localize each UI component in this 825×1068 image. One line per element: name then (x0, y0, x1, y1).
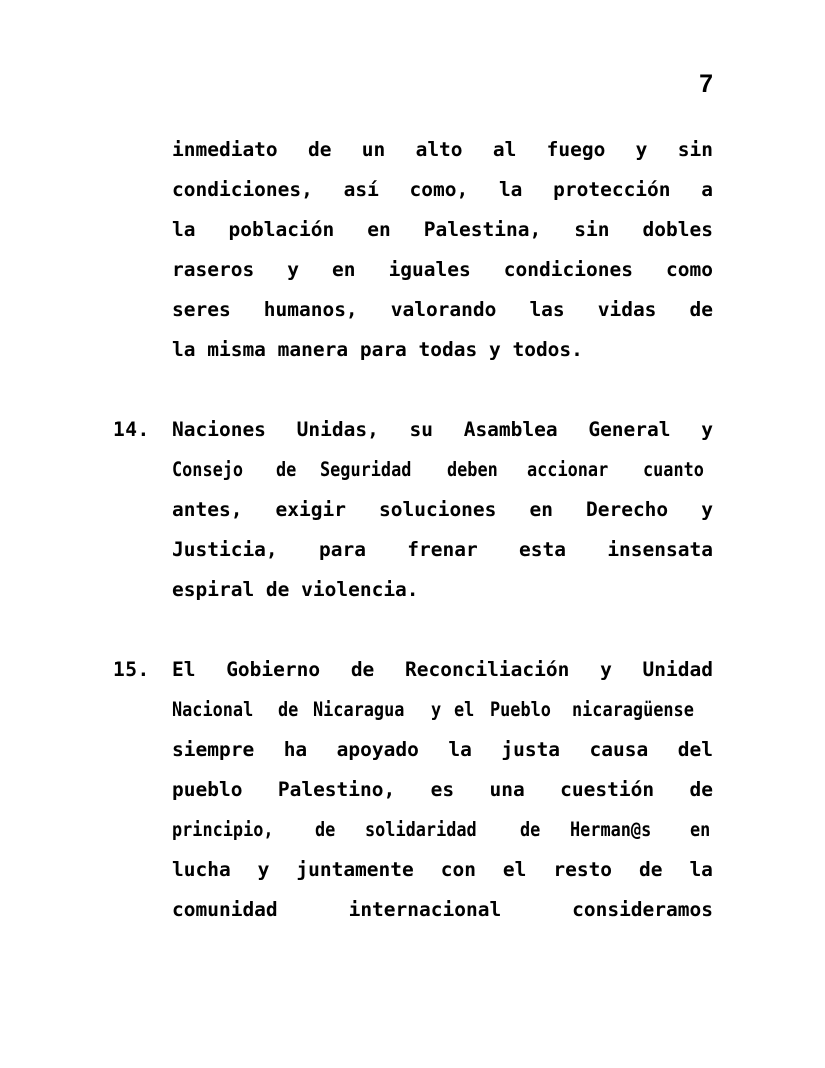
word: esta (519, 538, 566, 561)
word: iguales (388, 258, 471, 281)
word: comunidad (172, 898, 278, 921)
word: Asamblea (463, 418, 558, 441)
word: consideramos (572, 898, 713, 921)
word: de (689, 298, 713, 321)
word: ha (283, 738, 308, 761)
word: sin (677, 138, 713, 161)
word: Herman@s (569, 818, 651, 841)
text-line: la misma manera para todas y todos. (172, 338, 583, 361)
word: fuego (546, 138, 606, 161)
text-line (172, 730, 713, 770)
word: vidas (597, 298, 657, 321)
word: y (430, 698, 441, 721)
word: raseros (172, 258, 255, 281)
word: la (172, 218, 196, 241)
word: la (689, 858, 713, 881)
word: justa (501, 738, 561, 761)
word: de (520, 818, 541, 841)
word: y (257, 858, 270, 881)
word: es (430, 778, 455, 801)
word: un (361, 138, 386, 161)
paragraph-number: 14. (113, 418, 150, 441)
word: para (318, 538, 366, 561)
word: condiciones (503, 258, 633, 281)
word: accionar (527, 458, 609, 481)
paragraph-text (172, 410, 713, 610)
word: Palestina, (423, 218, 542, 241)
text-line (172, 850, 713, 890)
word: antes, (172, 498, 243, 521)
text-line (172, 770, 713, 810)
word: condiciones, (172, 178, 313, 201)
word: en (529, 498, 553, 521)
paragraph-text (172, 650, 713, 930)
word: la (498, 178, 523, 201)
word: dobles (642, 218, 713, 241)
word: del (677, 738, 713, 761)
word: en (367, 218, 391, 241)
word: pueblo (172, 778, 243, 801)
word: de (689, 778, 713, 801)
word: insensata (607, 538, 713, 561)
word: y (600, 658, 612, 681)
text-line (172, 690, 713, 730)
word: humanos, (263, 298, 358, 321)
word: Naciones (172, 418, 266, 441)
word: Gobierno (226, 658, 321, 681)
word: Unidad (642, 658, 713, 681)
word: solidaridad (364, 818, 477, 841)
word: apoyado (336, 738, 419, 761)
text-line (172, 170, 713, 210)
word: internacional (348, 898, 502, 921)
word: de (639, 858, 663, 881)
word: valorando (390, 298, 497, 321)
text-line (172, 290, 713, 330)
text-line (172, 530, 713, 570)
word: al (492, 138, 517, 161)
word: como (665, 258, 713, 281)
word: en (332, 258, 356, 281)
word: Palestino, (277, 778, 396, 801)
word: soluciones (379, 498, 497, 521)
paragraph-text (172, 130, 713, 370)
word: cuanto (642, 458, 704, 481)
text-line (172, 810, 713, 850)
paragraph (113, 410, 713, 610)
word: a (701, 178, 713, 201)
word: Justicia, (172, 538, 278, 561)
word: la (448, 738, 472, 761)
word: Nicaragua (313, 698, 405, 721)
word: en (689, 818, 710, 841)
word: seres (172, 298, 231, 321)
word: Consejo (172, 458, 244, 481)
word: Reconciliación (405, 658, 570, 681)
word: alto (415, 138, 463, 161)
word: Pueblo (489, 698, 551, 721)
word: protección (553, 178, 671, 201)
word: siempre (172, 738, 255, 761)
document-body (113, 130, 713, 930)
word: y (287, 258, 299, 281)
word: así (343, 178, 379, 201)
word: resto (553, 858, 613, 881)
word: Nacional (172, 698, 254, 721)
paragraph (113, 650, 713, 930)
word: el (454, 698, 475, 721)
text-line (172, 410, 713, 450)
word: exigir (275, 498, 346, 521)
word: de (307, 138, 332, 161)
text-line (172, 250, 713, 290)
word: principio, (172, 818, 274, 841)
page-number: 7 (699, 70, 713, 98)
word: el (502, 858, 527, 881)
word: y (635, 138, 648, 161)
word: de (350, 658, 375, 681)
text-line (172, 130, 713, 170)
word: de (277, 698, 299, 721)
word: El (172, 658, 196, 681)
word: población (228, 218, 335, 241)
word: nicaragüense (572, 698, 694, 721)
word: sin (574, 218, 610, 241)
text-line (172, 210, 713, 250)
word: Derecho (585, 498, 669, 521)
text-line: espiral de violencia. (172, 578, 419, 601)
word: frenar (407, 538, 478, 561)
word: y (701, 498, 713, 521)
text-line (172, 450, 713, 490)
word: Unidas, (296, 418, 379, 441)
word: juntamente (296, 858, 414, 881)
word: las (529, 298, 565, 321)
word: con (440, 858, 476, 881)
word: inmediato (172, 138, 278, 161)
word: cuestión (560, 778, 655, 801)
text-line (172, 650, 713, 690)
paragraph (113, 130, 713, 370)
word: lucha (172, 858, 231, 881)
word: una (489, 778, 525, 801)
word: General (588, 418, 671, 441)
word: y (701, 418, 713, 441)
word: deben (447, 458, 499, 481)
word: causa (589, 738, 649, 761)
text-line (172, 890, 713, 930)
word: de (275, 458, 296, 481)
word: como, (409, 178, 469, 201)
paragraph-number: 15. (113, 658, 150, 681)
word: de (315, 818, 336, 841)
text-line (172, 490, 713, 530)
word: su (409, 418, 433, 441)
word: Seguridad (320, 458, 412, 481)
